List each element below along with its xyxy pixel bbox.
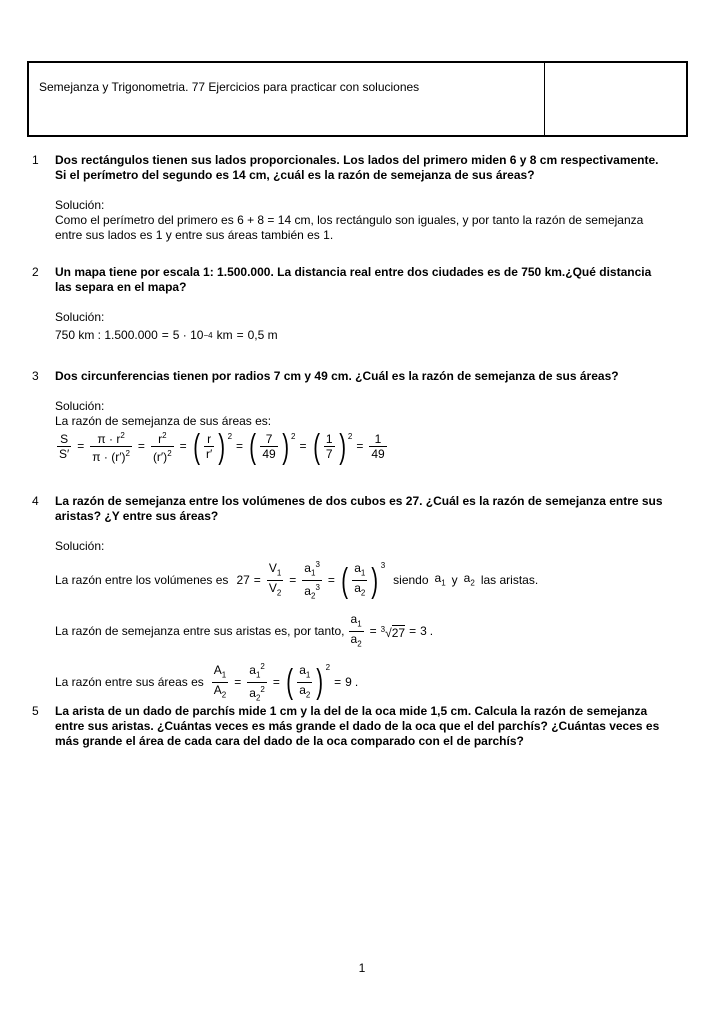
solution-label: Solución:: [55, 198, 105, 212]
question-line: La arista de un dado de parchís mide 1 cm y la del de la oca mide 1,5 cm. Calcula la razón de semejanza: [55, 704, 648, 718]
header-divider: [544, 63, 545, 135]
volume-ratio-line: La razón entre los volúmenes es 27 = $\frac{V_1}{V_2}$ = $\frac{a_1^3}{a_2^3}$ = ( $\frac{a_1}{a_2}$ ) 3 siendo $a_1$ y $a_2$ las aristas.: [55, 558, 675, 604]
area-text: La razón entre sus áreas es: [55, 674, 204, 689]
document-title: Semejanza y Trigonometria. 77 Ejercicios para practicar con soluciones: [39, 80, 420, 94]
solution-label: Solución:: [55, 399, 105, 413]
scale-formula: 750 km : 1.500.000 = 5 · 10 −4 km = 0,5 m: [55, 328, 278, 342]
question-line: Un mapa tiene por escala 1: 1.500.000. La distancia real entre dos ciudades es de 750 km.¿Qué distancia: [55, 265, 652, 279]
siendo-word: siendo: [393, 573, 429, 588]
exercise-number: 5: [32, 704, 39, 718]
exercise-number: 1: [32, 153, 39, 167]
page-number: 1: [358, 961, 366, 975]
area-value: 9: [345, 674, 352, 689]
formula-part: 0,5 m: [247, 328, 278, 342]
answer-intro: La razón de semejanza de sus áreas es:: [55, 414, 272, 428]
edge-ratio-line: La razón de semejanza entre sus aristas es, por tanto, $\frac{a_1}{a_2}$ = $^3$√27 = 3 .: [55, 612, 675, 652]
formula-exponent: −4: [203, 331, 213, 340]
question-line: aristas? ¿Y entre sus áreas?: [55, 509, 219, 523]
formula-part: km: [216, 328, 233, 342]
solution-label: Solución:: [55, 310, 105, 324]
volume-value: 27: [236, 573, 250, 588]
formula-part: 750 km : 1.500.000: [55, 328, 158, 342]
aristas-word: las aristas.: [480, 573, 539, 588]
edge-text: La razón de semejanza entre sus aristas es, por tanto,: [55, 624, 345, 639]
formula-part: 5 · 10: [172, 328, 204, 342]
question-line: Si el perímetro del segundo es 14 cm, ¿cuál es la razón de semejanza de sus áreas?: [55, 168, 535, 182]
area-ratio-line: La razón entre sus áreas es $\frac{A_1}{A_2}$ = $\frac{a_1^2}{a_2^2}$ = ( $\frac{a_1}{a_2}$ ) 2 = 9 .: [55, 660, 675, 706]
answer-line: Como el perímetro del primero es 6 + 8 = 14 cm, los rectángulo son iguales, y por tanto la razón de semejanza: [55, 213, 644, 227]
exercise-number: 4: [32, 494, 39, 508]
question-line: entre sus aristas. ¿Cuántas veces es más grande el dado de la oca que el del parchís? ¿Cuántas veces es: [55, 719, 660, 733]
exercise-number: 2: [32, 265, 39, 279]
volume-text: La razón entre los volúmenes es: [55, 573, 229, 588]
question-line: las separa en el mapa?: [55, 280, 187, 294]
exercise-number: 3: [32, 369, 39, 383]
question-line: La razón de semejanza entre los volúmenes de dos cubos es 27. ¿Cuál es la razón de semejanza entre sus: [55, 494, 663, 508]
solution-label: Solución:: [55, 539, 105, 553]
question-line: Dos circunferencias tienen por radios 7 cm y 49 cm. ¿Cuál es la razón de semejanza de sus áreas?: [55, 369, 619, 383]
question-line: Dos rectángulos tienen sus lados proporcionales. Los lados del primero miden 6 y 8 cm respectivamente.: [55, 153, 659, 167]
edge-value: 3: [420, 624, 427, 639]
header-box: [27, 61, 688, 137]
area-ratio-formula: $\frac{S}{S'}$ = $\frac{\pi \cdot r^2}{\pi \cdot (r')^2}$ = $\frac{r^2}{(r')^2}$ = ( $\frac{r}{r'}$ ) 2 = ( $\frac{7}{49}$ ) 2 = ( $\frac{1}{7}$ ) 2 = $\frac{1}{49}$: [59, 427, 385, 466]
answer-line: entre sus lados es 1 y entre sus áreas también es 1.: [55, 228, 334, 242]
question-line: más grande el área de cada cara del dado de la oca comparado con el de parchís?: [55, 734, 524, 748]
y-word: y: [451, 573, 458, 588]
